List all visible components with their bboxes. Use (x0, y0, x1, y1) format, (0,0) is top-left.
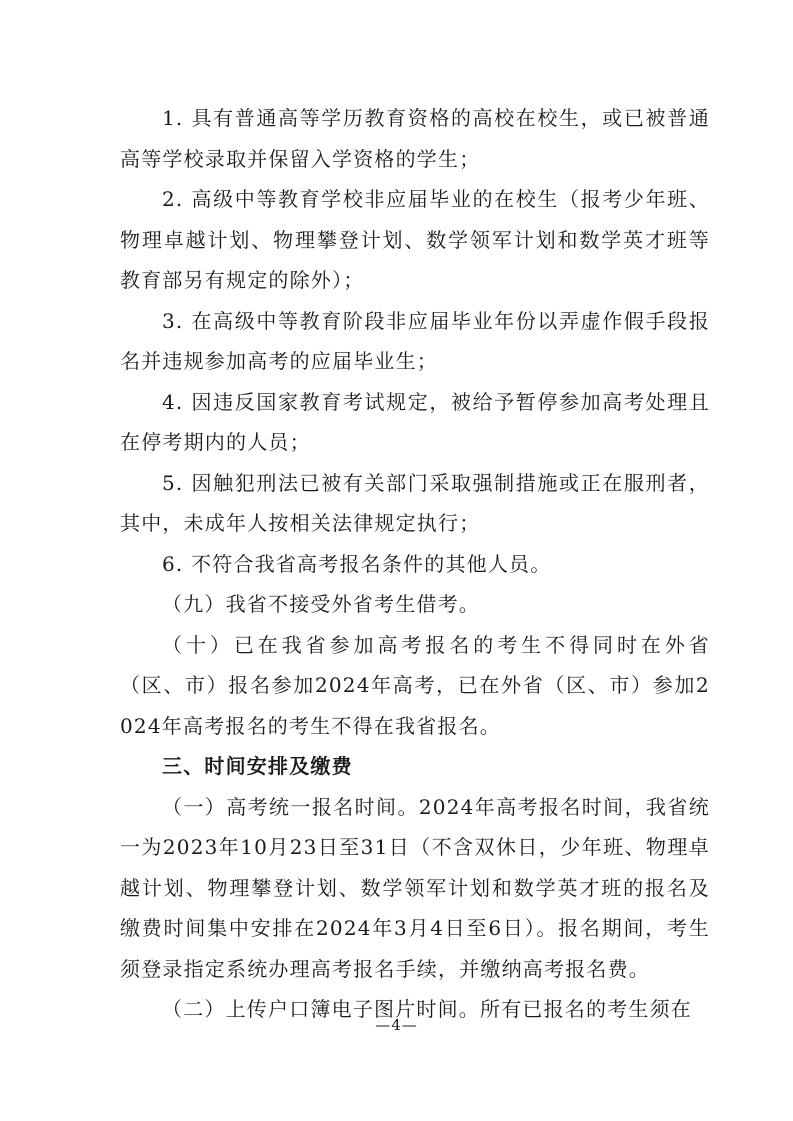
item-5-paragraph: 5. 因触犯刑法已被有关部门采取强制措施或正在服刑者，其中，未成年人按相关法律规定执行； (120, 470, 710, 535)
section-3-heading: 三、时间安排及缴费 (162, 754, 353, 778)
item-6-paragraph: 6. 不符合我省高考报名条件的其他人员。 (162, 551, 552, 576)
item-1-paragraph: 1. 具有普通高等学历教育资格的高校在校生，或已被普通高等学校录取并保留入学资格的学生； (120, 106, 710, 171)
section-9-paragraph: （九）我省不接受外省考生借考。 (162, 592, 480, 616)
item-3-paragraph: 3. 在高级中等教育阶段非应届毕业年份以弄虚作假手段报名并违规参加高考的应届毕业生； (120, 308, 710, 373)
section-10-paragraph: （十）已在我省参加高考报名的考生不得同时在外省（区、市）报名参加2024年高考，已在外省（区、市）参加2024年高考报名的考生不得在我省报名。 (120, 632, 710, 738)
item-2-paragraph: 2. 高级中等教育学校非应届毕业的在校生（报考少年班、物理卓越计划、物理攀登计划、数学领军计划和数学英才班等教育部另有规定的除外）； (120, 187, 710, 292)
item-4-paragraph: 4. 因违反国家教育考试规定，被给予暂停参加高考处理且在停考期内的人员； (120, 389, 710, 454)
document-body (120, 98, 710, 1030)
registration-time-paragraph: （一）高考统一报名时间。2024年高考报名时间，我省统一为2023年10月23日至31日（不含双休日，少年班、物理卓越计划、物理攀登计划、数学领军计划和数学英才班的报名及缴费时间集中安排在2024年3月4日至6日）。报名期间，考生须登录指定系统办理高考报名手续，并缴纳高考报名费。 (120, 794, 710, 981)
page-number: —4— (375, 1016, 418, 1034)
upload-time-paragraph: （二）上传户口簿电子图片时间。所有已报名的考生须在 (162, 997, 692, 1021)
